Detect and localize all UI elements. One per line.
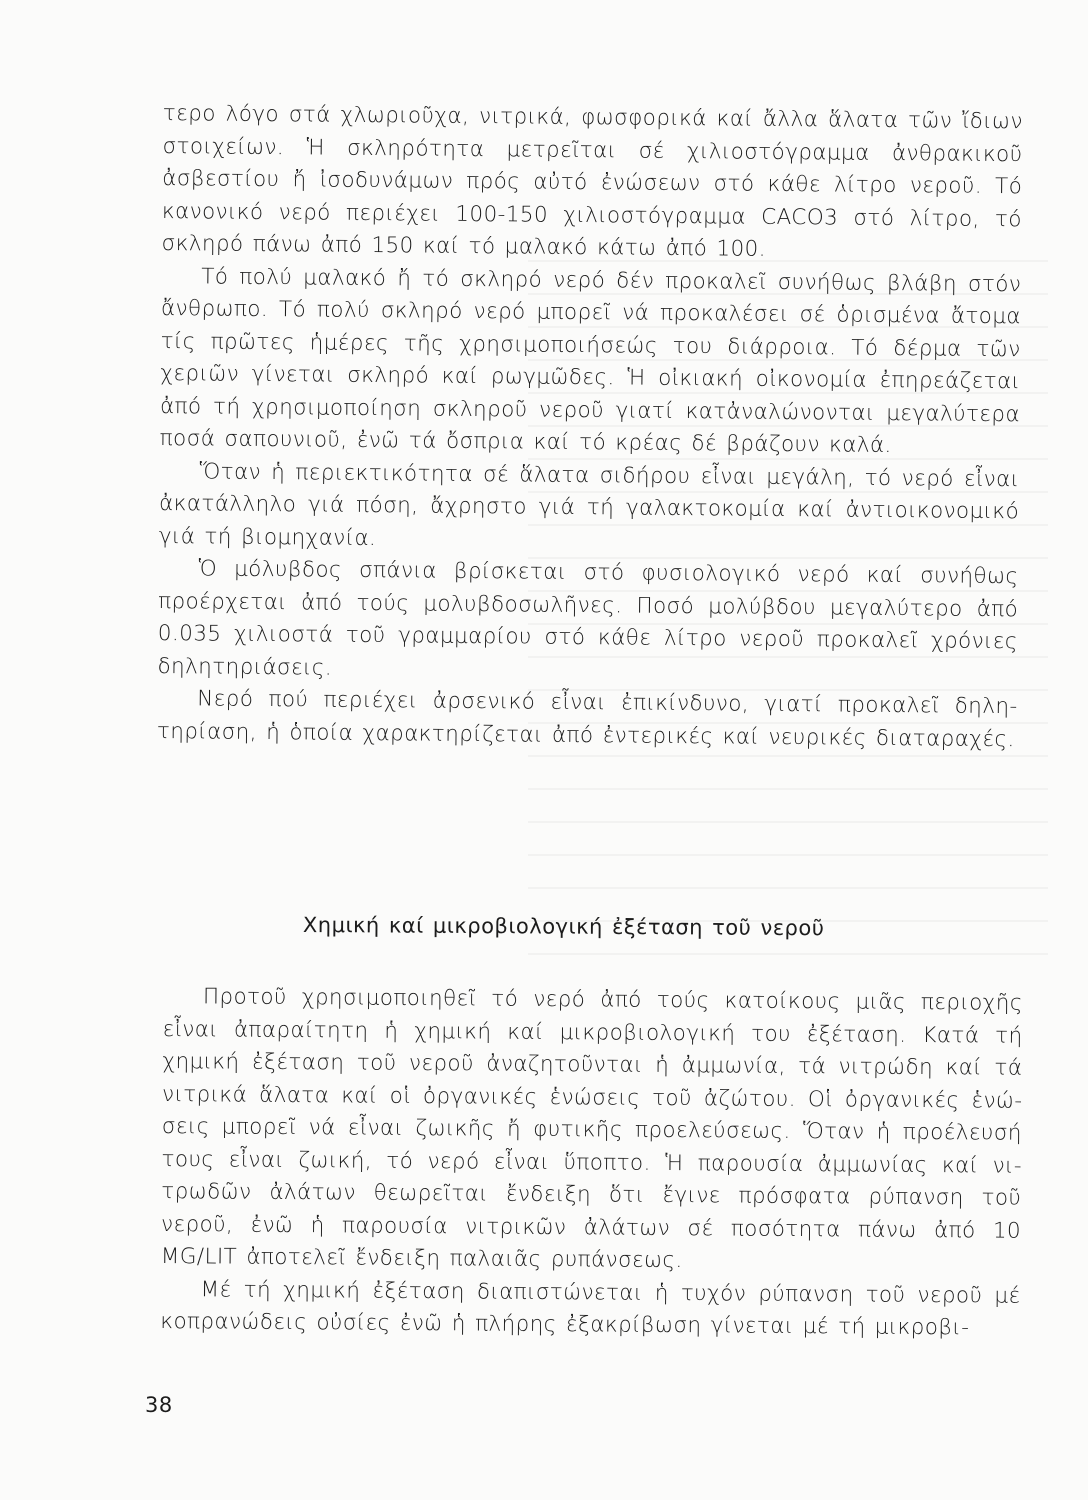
paragraph-hardness-continuation: τερο λόγο στά χλωριοῦχα, νιτρικά, φωσφορικά καί ἄλλα ἅλατα τῶν ἴδιων στοιχείων. Ἡ σκληρότητα μετρεῖται σέ χιλιοστόγραμμα ἀνθρακικοῦ ἀσβεστίου ἤ ἰσοδυνάμων πρός αὐτό ἐνώσεων στό κάθε λίτρο νεροῦ. Τό κανονικό νερό περιέχει 100-150 χιλιοστόγραμμα CACO3 στό λίτρο, τό σκληρό πάνω ἀπό 150 καί τό μαλακό κάτω ἀπό 100. bbox=[161, 100, 1023, 262]
paragraph-fecal-contamination: Μέ τή χημική ἐξέταση διαπιστώνεται ἡ τυχόν ρύπανση τοῦ νεροῦ μέ κοπρανώδεις οὐσίες ἐνῶ ἡ πλήρης ἐξακρίβωση γίνεται μέ τή μικροβι- bbox=[160, 1276, 1021, 1341]
page-number: 38 bbox=[145, 1393, 173, 1417]
bottom-text-block bbox=[160, 981, 1023, 1345]
paragraph-iron-salts: Ὅταν ἡ περιεκτικότητα σέ ἅλατα σιδήρου εἶναι μεγάλη, τό νερό εἶναι ἀκατάλληλο γιά πόση, ἄχρηστο γιά τή γαλακτοκομία καί ἀντιοικονομικό γιά τή βιομηχανία. bbox=[158, 458, 1020, 551]
paragraph-arsenic: Νερό πού περιέχει ἀρσενικό εἶναι ἐπικίνδυνο, γιατί προκαλεῖ δηλητηρίαση, ἡ ὁποία χαρακτηρίζεται ἀπό ἐντερικές καί νευρικές διαταραχές. bbox=[156, 686, 1018, 752]
paragraph-lead: Ὁ μόλυβδος σπάνια βρίσκεται στό φυσιολογικό νερό καί συνήθως προέρχεται ἀπό τούς μολυβδοσωλῆνες. Ποσό μολύβδου μεγαλύτερο ἀπό 0.035 χιλιοστά τοῦ γραμμαρίου στό κάθε λίτρο νεροῦ προκαλεῖ χρόνιες δηλητηριάσεις. bbox=[157, 556, 1019, 681]
top-text-block bbox=[157, 98, 1023, 756]
paragraph-chemical-exam: Προτοῦ χρησιμοποιηθεῖ τό νερό ἀπό τούς κατοίκους μιᾶς περιοχῆς εἶναι ἀπαραίτητη ἡ χημική καί μικροβιολογική του ἐξέταση. Κατά τή χημική ἐξέταση τοῦ νεροῦ ἀναζητοῦνται ἡ ἀμμωνία, τά νιτρώδη καί τά νιτρικά ἅλατα καί οἱ ὀργανικές ἑνώσεις τοῦ ἀζώτου. Οἱ ὀργανικές ἑνώσεις μπορεῖ νά εἶναι ζωικῆς ἤ φυτικῆς προελεύσεως. Ὅταν ἡ προέλευσή τους εἶναι ζωική, τό νερό εἶναι ὕποπτο. Ἡ παρουσία ἀμμωνίας καί νιτρωδῶν ἀλάτων θεωρεῖται ἔνδειξη ὅτι ἔγινε πρόσφατα ρύπανση τοῦ νεροῦ, ἐνῶ ἡ παρουσία νιτρικῶν ἀλάτων σέ ποσότητα πάνω ἀπό 10 MG/LIT ἀποτελεῖ ἔνδειξη παλαιᾶς ρυπάνσεως. bbox=[160, 984, 1023, 1274]
paragraph-soft-hard-water: Τό πολύ μαλακό ἤ τό σκληρό νερό δέν προκαλεῖ συνήθως βλάβη στόν ἄνθρωπο. Τό πολύ σκληρό νερό μπορεῖ νά προκαλέσει σέ ὁρισμένα ἄτομα τίς πρῶτες ἡμέρες τῆς χρησιμοποιήσεώς του διάρροια. Τό δέρμα τῶν χεριῶν γίνεται σκληρό καί ρωγμῶδες. Ἡ οἰκιακή οἰκονομία ἐπηρεάζεται ἀπό τή χρησιμοποίηση σκληροῦ νεροῦ γιατί κατἀναλώνονται μεγαλύτερα ποσά σαπουνιοῦ, ἐνῶ τά ὄσπρια καί τό κρέας δέ βράζουν καλά. bbox=[159, 263, 1022, 459]
section-heading: Χημική καί μικροβιολογική ἐξέταση τοῦ νεροῦ bbox=[302, 913, 825, 941]
